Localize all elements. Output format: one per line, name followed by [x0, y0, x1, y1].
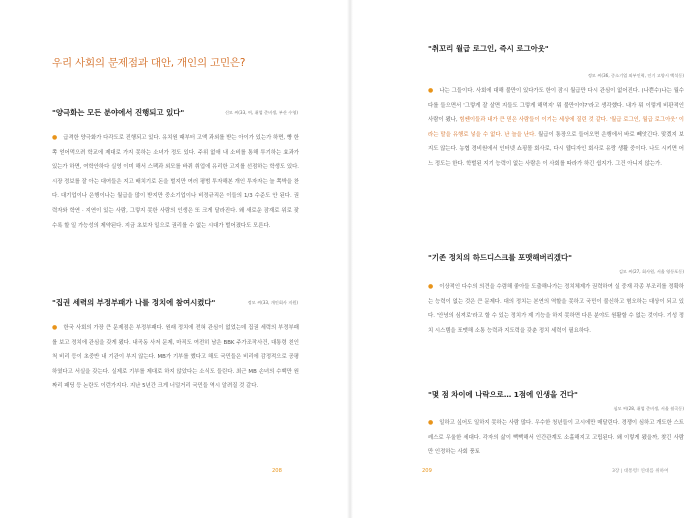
section-quote: "몇 점 차이에 나락으로… 1점에 인생을 건다" [428, 390, 578, 399]
bullet-icon: ● [428, 283, 434, 290]
section-body [428, 416, 684, 460]
bullet-icon: ● [428, 419, 434, 426]
section-quote: "취꼬리 월급 로그인, 즉시 로그아웃" [428, 44, 549, 53]
bullet-icon: ● [52, 324, 58, 331]
section-source: 신모 씨(33, 여, 취업 준비생, 부산 수영) [224, 110, 298, 115]
section-body-text: 나는 그들이다. 사회에 대해 불만이 있다가도 한이 잠시 월급만 다시 관심이 없어진다. (나쁜수)나는 월수다를 들으면서 '그렇게 잘 살면 지들도 그렇게 해먹지' 뭐 불만이야?'라고 생각했다. 내가 뭐 이렇게 비판적인 사람이 됐나, [428, 88, 684, 124]
section-source: 정모 씨(36, 중소기업 외부인력, 인기 고양시 백석동) [587, 73, 684, 78]
section-quote: "양극화는 모든 분야에서 진행되고 있다" [52, 108, 185, 117]
page-number: 209 [422, 468, 432, 474]
section-body [428, 84, 684, 172]
section-body [52, 321, 299, 394]
section-source: 정모 씨(33, 개인회사 지원) [247, 300, 298, 305]
running-head: 3장 | 대통령! 연대를 위하여 [612, 469, 669, 474]
page-number: 208 [272, 468, 282, 474]
section-body-text: 한국 사회의 가장 큰 문제점은 부정부패다. 원래 정치에 전혀 관심이 없었는데 집권 세력의 부정부패를 보고 정치에 관심을 갖게 됐다. 내곡동 사저 문제, 마직도 여전히 남은 BBK 주가조작사건, 대통령 친인척 비리 등이 초중반 내 기관이 부지 않는다. MB가 기부를 했다고 해도 국민들은 비리에 감정적으로 공평하였다고 서실을 갖는다. 실제로 기부를 제대로 하지 않았다는 소식도 들린다. 최근 MB 손녀의 수백만 원 짜리 패딩 등 논란도 이런가지다. 지난 5년간 크게 너덜거리 국민들 역시 알려질 것 같다. [52, 325, 299, 390]
section-quote: "기존 정치의 하드디스크를 포맷해버리겠다" [428, 253, 572, 262]
right-page [350, 0, 700, 518]
section-body-text: 급격한 양극화가 다각도로 진행되고 있다. 유치원 때부터 고액 과외를 받는 아이가 있는가 하면, 빵 한 쪽 얻어먹으려 학교에 제대로 가지 못하는 소녀가 정도 있다. 주위 없애 내 소비를 통해 투기하는 효과가 있는가 하면, 여학안하다 실영 이미 해서 스팩과 외모를 바뀌 취업에 유리한 고지를 선점하는 학생도 있다. 시장 정보를 잘 아는 대여들은 지고 배치기로 돈을 벌지만 여러 평범 투자해본 개인 투자자는 늘 쪽박을 찬다. 대기업이나 은행이나는 월급을 많이 받지만 중소기업이나 비정규직은 이들의 1/3 수준도 안 된다. 권력자와 학연 · 지연이 있는 사람, 그렇지 못한 사람의 인생은 또 크게 달라진다. 왜 새로운 잠재로 위로 잦수록 할 일 가능성의 제약된다. 지금 초보자 일으로 권리를 수 없는 시대가 벌어졌다도 모른다. [52, 135, 299, 229]
section-body-text: 이상적인 다수의 의견을 수렴해 좋아들 도출해나가는 정치체제가 권력하여 실 중재 각종 부조리를 정확하는 능력이 없는 것은 큰 문제다. 대의 정치는 본연의 역할을 못하고 국민이 불신하고 혐오하는 대상이 되고 있다. '안녕의 심져로'라고 할 수 있는 정치가 제 기능을 하지 못하면 다른 분야도 원활할 수 없는 것이다. 기성 정치 시스템을 포맷해 소통 능력과 지도력을 갖춘 정치 세력이 필요하다. [428, 284, 684, 334]
bullet-icon: ● [52, 134, 58, 141]
chapter-title: 우리 사회의 문제점과 대안, 개인의 고민은? [52, 57, 246, 69]
section-body [428, 280, 684, 338]
section-quote: "집권 세력의 부정부패가 나를 정치에 참여시켰다" [52, 298, 216, 307]
section-source: 심모 씨(28, 취업 준비생, 서울 월곡동) [613, 406, 684, 411]
section-source: 김모 씨(27, 회사원, 서울 영등포동) [618, 269, 684, 274]
highlighted-text: 힘쎈이들과 내가 큰 믿은 사람들이 이기는 세상에 질린 것 같다. '월급 로그인, 월급 로그아웃' 이라는 말을 유행로 넣을 수 없다. 난 늘을 난다. [428, 117, 684, 138]
section-body-text: 월급이 통장으로 들어오면 은행에서 바로 빼앗긴다. 맞겠지 보지도 않는다. 농협 경비원에서 인터넷 쇼핑몰 회사로, 다시 웹디자인 회사로 유랑 생활 중이다. 나도 시키면 어느 정도는 한다. 학벌된 지기 능력이 없는 사람은 이 사회를 따라가 하긴 쉽지가. 그건 아니지 않는가. [428, 131, 684, 167]
section-body-text: 일하고 싶어도 일하지 못하는 사람 많다. 우수한 청년들이 고시에만 매달린다. 경쟁이 심하고 개도한 스트레스로 우울한 세대다. 각자의 삶이 뻑뻑해서 인간관계도 소홀해지고 고립된다. 왜 이렇게 됐을까, 찾긴 사람만 인정하는 사회 풍토 [428, 420, 684, 456]
bullet-icon: ● [428, 87, 434, 94]
section-body [52, 131, 299, 233]
